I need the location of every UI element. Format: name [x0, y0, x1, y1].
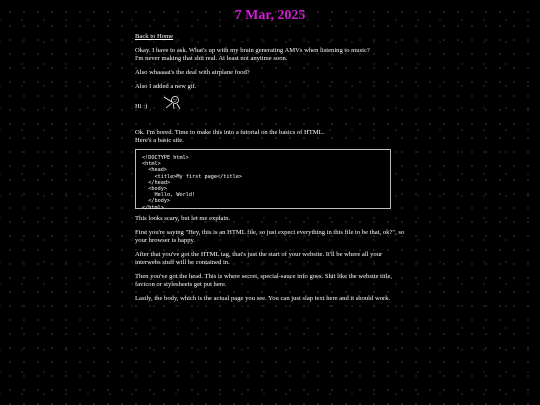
paragraph-airplane: Also whaaaat's the deal with airplane food?: [135, 69, 250, 76]
spacer: [135, 111, 407, 129]
code-line: </html>: [142, 204, 164, 211]
post-content: [135, 33, 407, 309]
code-block: [135, 149, 391, 209]
paragraph-html-tag: After that you've got the HTML tag, that's just the start of your website. It'll be where all your interwebs stuff will be contained in.: [135, 251, 383, 266]
code-line: <body>: [142, 186, 167, 193]
hi-row: [135, 93, 407, 111]
paragraph-body: Lastly, the body, which is the actual page you see. You can just slap text here and it should work.: [135, 295, 391, 302]
paragraph-doctype: First you're saying "Hey, this is an HTML file, so just expect everything in this file to be that, ok?", so your browser is happy.: [135, 229, 405, 244]
tutorial-intro-line1: Ok. I'm bored. Time to make this into a tutorial on the basics of HTML.: [135, 129, 325, 136]
code-line: Hello, World!: [142, 192, 196, 199]
code-line: </head>: [142, 179, 171, 186]
paragraph-head: Then you've got the head. This is where secret, special-sauce info goes. Shit like the website title, favicon or stylesheets get put here.: [135, 273, 393, 288]
code-line: <title>My first page</title>: [142, 173, 242, 180]
paragraph-amv: [135, 47, 407, 63]
tutorial-intro-line2: Here's a basic site.: [135, 137, 184, 144]
paragraph-amv-line2: I'm never making that shit real. At least not anytime soon.: [135, 55, 288, 62]
code-line: <head>: [142, 167, 167, 174]
code-line: </body>: [142, 198, 171, 205]
back-to-home-link[interactable]: Back to Home: [135, 33, 174, 40]
page-title: 7 Mar, 2025: [234, 8, 306, 23]
code-line: <html>: [142, 161, 161, 168]
code-line: <!DOCTYPE html>: [142, 155, 189, 161]
tutorial-intro: [135, 129, 407, 145]
stick-figure-wave-icon: [161, 95, 183, 111]
paragraph-explain: This looks scary, but let me explain.: [135, 215, 231, 222]
paragraph-amv-line1: Okay. I have to ask. What's up with my brain generating AMVs when listening to music?: [135, 47, 370, 54]
hi-text: Hi :): [135, 103, 148, 110]
paragraph-gif: Also I added a new gif.: [135, 83, 197, 90]
